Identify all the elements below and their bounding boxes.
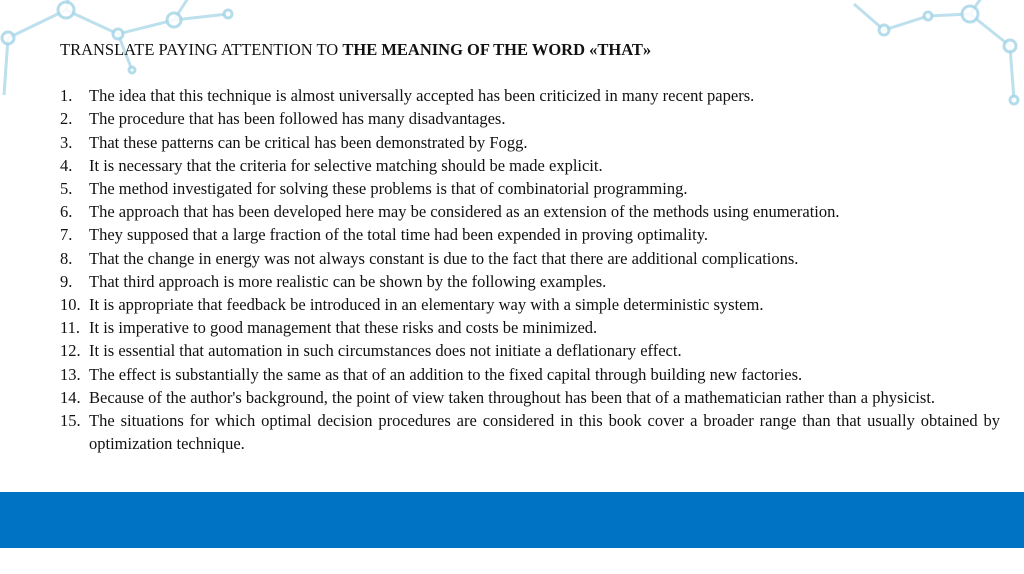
item-number: 5. bbox=[60, 179, 73, 199]
item-number: 15. bbox=[60, 411, 81, 431]
title-bold: THE MEANING OF THE WORD «THAT» bbox=[342, 40, 652, 59]
list-item bbox=[60, 107, 1000, 130]
list-item bbox=[60, 154, 1000, 177]
list-item bbox=[60, 409, 1000, 455]
item-number: 12. bbox=[60, 341, 81, 361]
item-text: The method investigated for solving these problems is that of combinatorial programming. bbox=[89, 179, 688, 199]
item-text: The effect is substantially the same as that of an addition to the fixed capital through building new factories. bbox=[89, 364, 803, 384]
item-number: 7. bbox=[60, 225, 73, 245]
list-item bbox=[60, 247, 1000, 270]
item-number: 10. bbox=[60, 295, 81, 315]
item-text: They supposed that a large fraction of the total time had been expended in proving optimality. bbox=[89, 225, 709, 245]
item-text: That the change in energy was not always constant is due to the fact that there are additional complications. bbox=[89, 248, 799, 268]
item-text: The procedure that has been followed has many disadvantages. bbox=[89, 109, 506, 129]
item-number: 11. bbox=[60, 318, 81, 338]
item-text: That these patterns can be critical has been demonstrated by Fogg. bbox=[89, 132, 528, 152]
footer-band bbox=[0, 492, 1024, 548]
item-number: 13. bbox=[60, 364, 81, 384]
list-item bbox=[60, 270, 1000, 293]
list-item bbox=[60, 386, 1000, 409]
item-number: 4. bbox=[60, 155, 73, 175]
item-text: Because of the author's background, the point of view taken throughout has been that of a mathematician rather than a physicist. bbox=[89, 387, 936, 407]
item-text: It is essential that automation in such circumstances does not initiate a deflationary effect. bbox=[89, 341, 682, 361]
list-item bbox=[60, 316, 1000, 339]
item-text: It is appropriate that feedback be introduced in an elementary way with a simple deterministic system. bbox=[89, 295, 764, 315]
list-item bbox=[60, 200, 1000, 223]
item-number: 1. bbox=[60, 86, 73, 106]
title-normal: TRANSLATE PAYING ATTENTION TO bbox=[60, 40, 343, 59]
item-text: It is necessary that the criteria for selective matching should be made explicit. bbox=[89, 155, 603, 175]
item-number: 6. bbox=[60, 202, 73, 222]
list-item bbox=[60, 339, 1000, 362]
list-item bbox=[60, 223, 1000, 246]
list-item bbox=[60, 131, 1000, 154]
item-number: 14. bbox=[60, 387, 81, 407]
sentence-list bbox=[60, 84, 1000, 455]
list-item bbox=[60, 363, 1000, 386]
item-number: 3. bbox=[60, 132, 73, 152]
item-number: 2. bbox=[60, 109, 73, 129]
item-text: The situations for which optimal decision procedures are considered in this book cover a broader range than that usually obtained by optimization technique. bbox=[89, 411, 1000, 454]
item-text: It is imperative to good management that these risks and costs be minimized. bbox=[89, 318, 598, 338]
list-item bbox=[60, 84, 1000, 107]
item-text: The approach that has been developed here may be considered as an extension of the methods using enumeration. bbox=[89, 202, 840, 222]
item-number: 9. bbox=[60, 271, 73, 291]
item-number: 8. bbox=[60, 248, 73, 268]
list-item bbox=[60, 177, 1000, 200]
list-item bbox=[60, 293, 1000, 316]
bottom-strip bbox=[0, 548, 1024, 574]
item-text: That third approach is more realistic can be shown by the following examples. bbox=[89, 271, 607, 291]
content-area bbox=[60, 38, 1000, 455]
item-text: The idea that this technique is almost universally accepted has been criticized in many recent papers. bbox=[89, 86, 755, 106]
page-title bbox=[60, 38, 1000, 61]
